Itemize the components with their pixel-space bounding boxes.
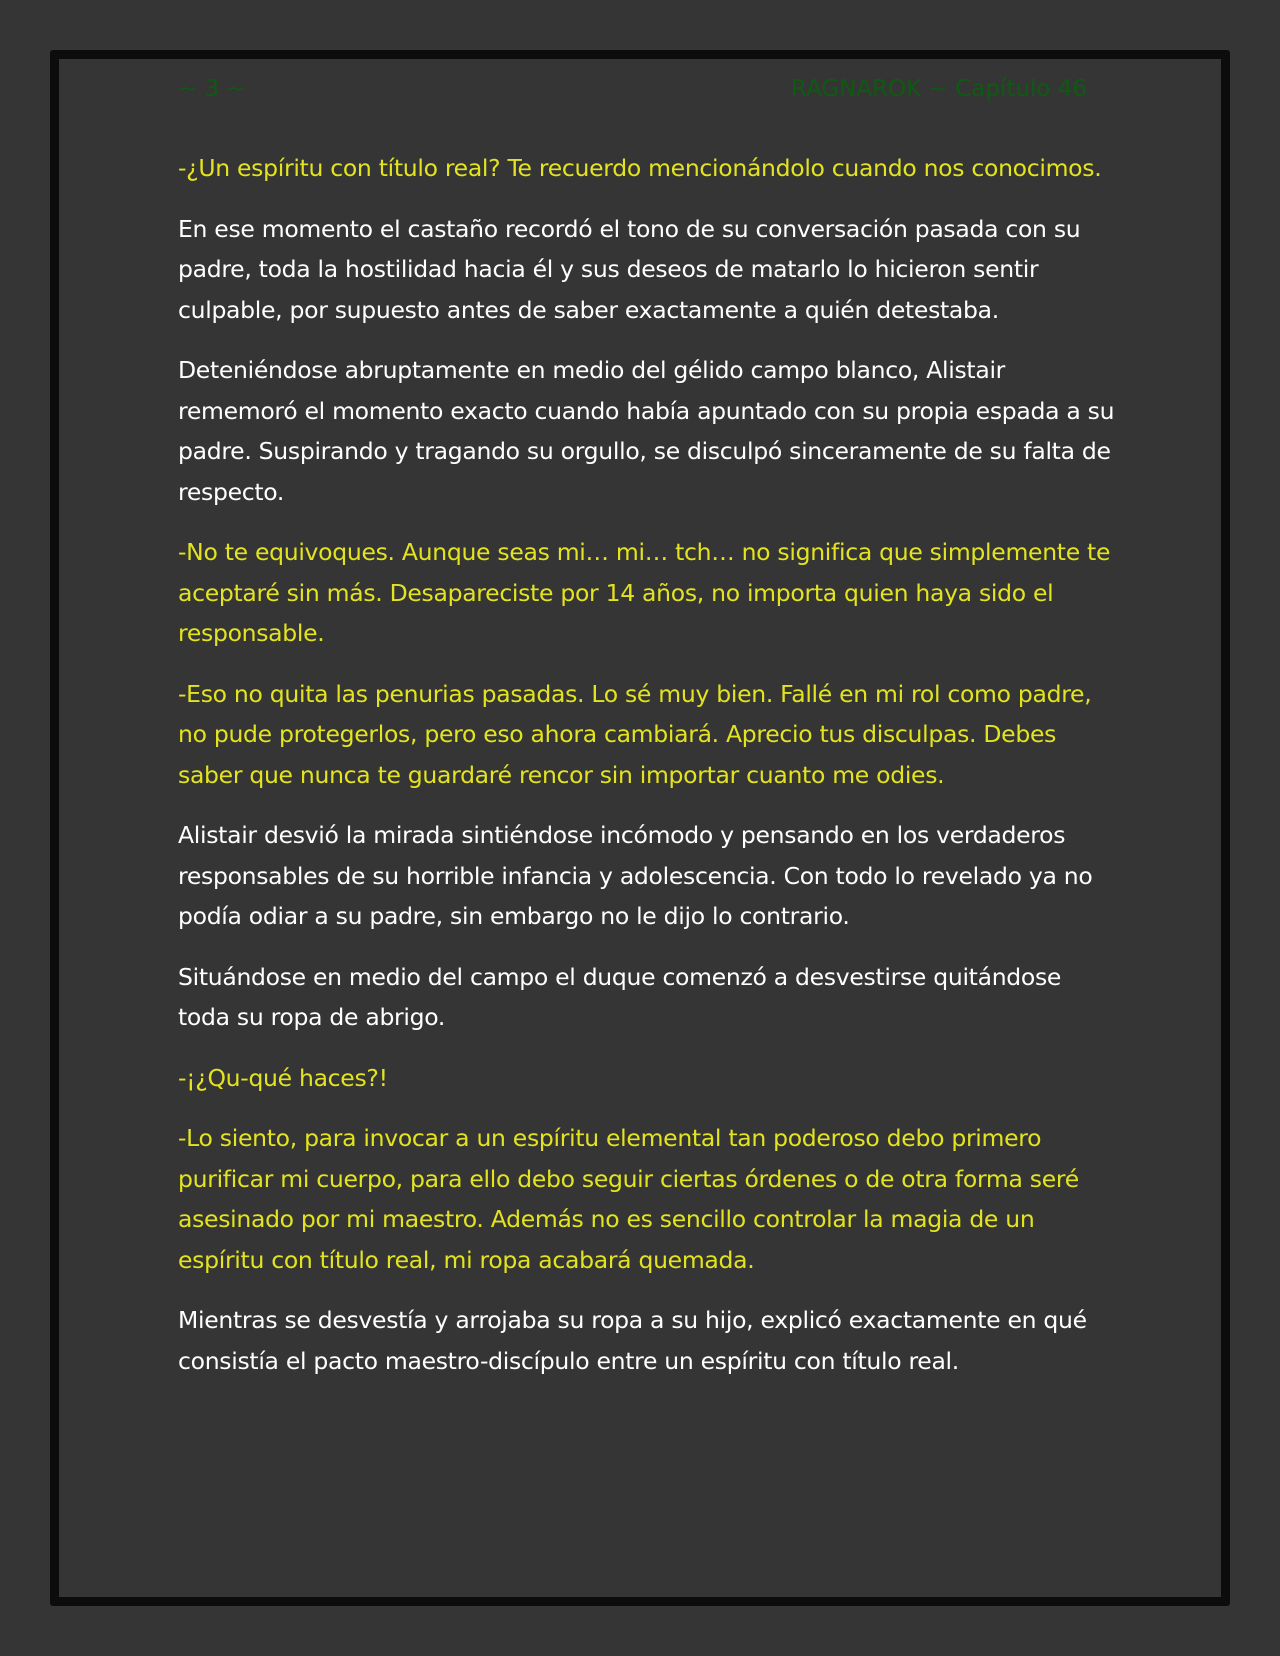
paragraph-dialogue: -Eso no quita las penurias pasadas. Lo sé muy bien. Fallé en mi rol como padre, no pude protegerlos, pero eso ahora cambiará. Aprecio tus disculpas. Debes saber que nunca te guardaré rencor sin importar cuanto me odies. [178, 679, 1092, 789]
paragraph-narration: Mientras se desvestía y arrojaba su ropa a su hijo, explicó exactamente en qué consistía el pacto maestro-discípulo entre un espíritu con título real. [178, 1306, 1087, 1375]
page-header [178, 76, 1087, 108]
paragraph-narration: Alistair desvió la mirada sintiéndose incómodo y pensando en los verdaderos responsables de su horrible infancia y adolescencia. Con todo lo revelado ya no podía odiar a su padre, sin embargo no le dijo lo contrario. [178, 821, 1093, 930]
paragraph-dialogue: -¿Un espíritu con título real? Te recuerdo mencionándolo cuando nos conocimos. [178, 154, 1102, 182]
chapter-text [178, 148, 1118, 1401]
paragraph-dialogue: -¡¿Qu-qué haces?! [178, 1063, 388, 1092]
paragraph-narration: Deteniéndose abruptamente en medio del gélido campo blanco, Alistair rememoró el momento exacto cuando había apuntado con su propia espada a su padre. Suspirando y tragando su orgullo, se disculpó sinceramente de su falta de respecto. [178, 356, 1115, 506]
paragraph-narration: Situándose en medio del campo el duque comenzó a desvestirse quitándose toda su ropa de abrigo. [178, 962, 1062, 1031]
running-title: RAGNAROK ~ Capítulo 46 [791, 76, 1087, 102]
page-number: ~ 3 ~ [178, 76, 246, 102]
paragraph-dialogue: -No te equivoques. Aunque seas mi… mi… tch… no significa que simplemente te aceptaré sin más. Desapareciste por 14 años, no importa quien haya sido el responsable. [178, 538, 1111, 647]
paragraph-dialogue: -Lo siento, para invocar a un espíritu elemental tan poderoso debo primero purificar mi cuerpo, para ello debo seguir ciertas órdenes o de otra forma seré asesinado por mi maestro. Además no es sencillo controlar la magia de un espíritu con título real, mi ropa acabará quemada. [178, 1124, 1079, 1274]
paragraph-narration: En ese momento el castaño recordó el tono de su conversación pasada con su padre, toda la hostilidad hacia él y sus deseos de matarlo lo hicieron sentir culpable, por supuesto antes de saber exactamente a quién detestaba. [178, 214, 1081, 324]
